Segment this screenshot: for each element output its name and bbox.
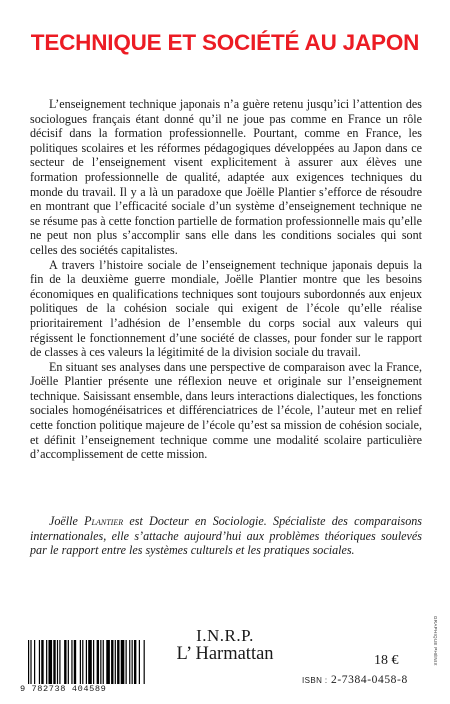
publisher-block	[150, 627, 300, 663]
barcode-bar	[115, 640, 116, 684]
barcode-bar	[126, 640, 127, 684]
synopsis-paragraph-1: L’enseignement technique japonais n’a guère retenu jusqu’ici l’attention des sociologues français étant donné qu’il ne joue pas comme en France un rôle décisif dans la formation professionnelle. Pourtant, comme en France, les politiques scolaires et les réformes pédagogiques développées au Japon dans ce secteur de l’enseignement visent explicitement à assurer aux élèves une formation professionnelle de qualité, adaptée aux exigences techniques du monde du travail. Il y a là un paradoxe que Joëlle Plantier s’efforce de résoudre en montrant que l’efficacité sociale d’un système d’enseignement technique ne se résume pas à cette fonction partielle de formation professionnelle mais qu’elle ne peut non plus s’accomplir sans elle dans les conditions sociales qui sont celles des sociétés capitalistes.	[30, 97, 422, 257]
barcode-bar	[28, 640, 29, 684]
price: 18 €	[374, 653, 399, 668]
barcode-bar	[129, 640, 130, 684]
barcode-bar	[93, 640, 94, 684]
barcode-bar	[39, 640, 40, 684]
barcode-bar	[64, 640, 66, 684]
barcode-bar	[30, 640, 31, 684]
barcode-bar	[121, 640, 125, 684]
barcode-bar	[97, 640, 99, 684]
book-title: TECHNIQUE ET SOCIÉTÉ AU JAPON	[30, 30, 420, 55]
barcode-bar	[71, 640, 72, 684]
author-last-name: Plantier	[84, 514, 124, 528]
barcode-bar	[103, 640, 104, 684]
barcode-bar	[86, 640, 87, 684]
isbn-label: ISBN :	[302, 676, 328, 685]
barcode-bar	[80, 640, 81, 684]
barcode-bar	[106, 640, 110, 684]
author-bio-text: est Docteur en Sociologie. Spécialiste des comparaisons internationales, elle s’attache aujourd’hui aux problèmes théoriques soulevés par le rapport entre les systèmes culturels et les pratiques sociales.	[30, 514, 422, 558]
barcode-bar	[46, 640, 47, 684]
synopsis-paragraph-2: A travers l’histoire sociale de l’enseignement technique japonais depuis la fin de la deuxième guerre mondiale, Joëlle Plantier montre que les besoins économiques en qualifications techniques sont toujours subordonnés aux enjeux politiques de la cohésion sociale qui exigent de l’école qu’elle réalise prioritairement l’adhésion de l’ensemble du corps social aux valeurs qui régissent le fonctionnement d’une société de classes, pour fonder sur le rapport de classes à ces valeurs la légitimité de la division sociale du travail.	[30, 257, 422, 360]
barcode-bar	[68, 640, 69, 684]
isbn-number: 2-7384-0458-8	[331, 674, 408, 686]
barcode-bar	[88, 640, 92, 684]
printer-credit: GRAPHIQUE PHÉNIX	[433, 616, 438, 666]
barcode-bar	[74, 640, 76, 684]
barcode-bar	[41, 640, 43, 684]
barcode-bar	[139, 640, 140, 684]
publisher-org: I.N.R.P.	[196, 626, 254, 645]
barcode-bar	[57, 640, 58, 684]
publisher-name: L’ Harmattan	[176, 644, 274, 664]
barcode-bar	[59, 640, 60, 684]
barcode-bar	[34, 640, 35, 684]
author-first-name: Joëlle	[49, 514, 78, 528]
isbn	[302, 674, 408, 686]
barcode-digits: 9 782738 404589	[20, 684, 107, 694]
barcode-bar	[48, 640, 52, 684]
barcode-bars	[28, 640, 146, 684]
barcode-bar	[132, 640, 133, 684]
isbn-barcode	[20, 640, 148, 693]
barcode-bar	[117, 640, 119, 684]
barcode-bar	[53, 640, 55, 684]
barcode-bar	[111, 640, 113, 684]
barcode-bar	[82, 640, 83, 684]
barcode-bar	[100, 640, 101, 684]
barcode-bar	[134, 640, 136, 684]
synopsis	[30, 97, 422, 462]
author-biography	[30, 514, 422, 558]
barcode-bar	[144, 640, 145, 684]
synopsis-paragraph-3: En situant ses analyses dans une perspective de comparaison avec la France, Joëlle Plantier présente une réflexion neuve et originale sur l’enseignement technique. Saisissant ensemble, dans leurs interactions dialectiques, les fonctions sociales homogénéisatrices et différenciatrices de l’école, l’auteur met en relief cette fonction politique majeure de l’école qu’est sa mission de cohésion sociale, et définit l’enseignement technique comme une modalité scolaire particulière d’accomplissement de cette mission.	[30, 359, 422, 462]
